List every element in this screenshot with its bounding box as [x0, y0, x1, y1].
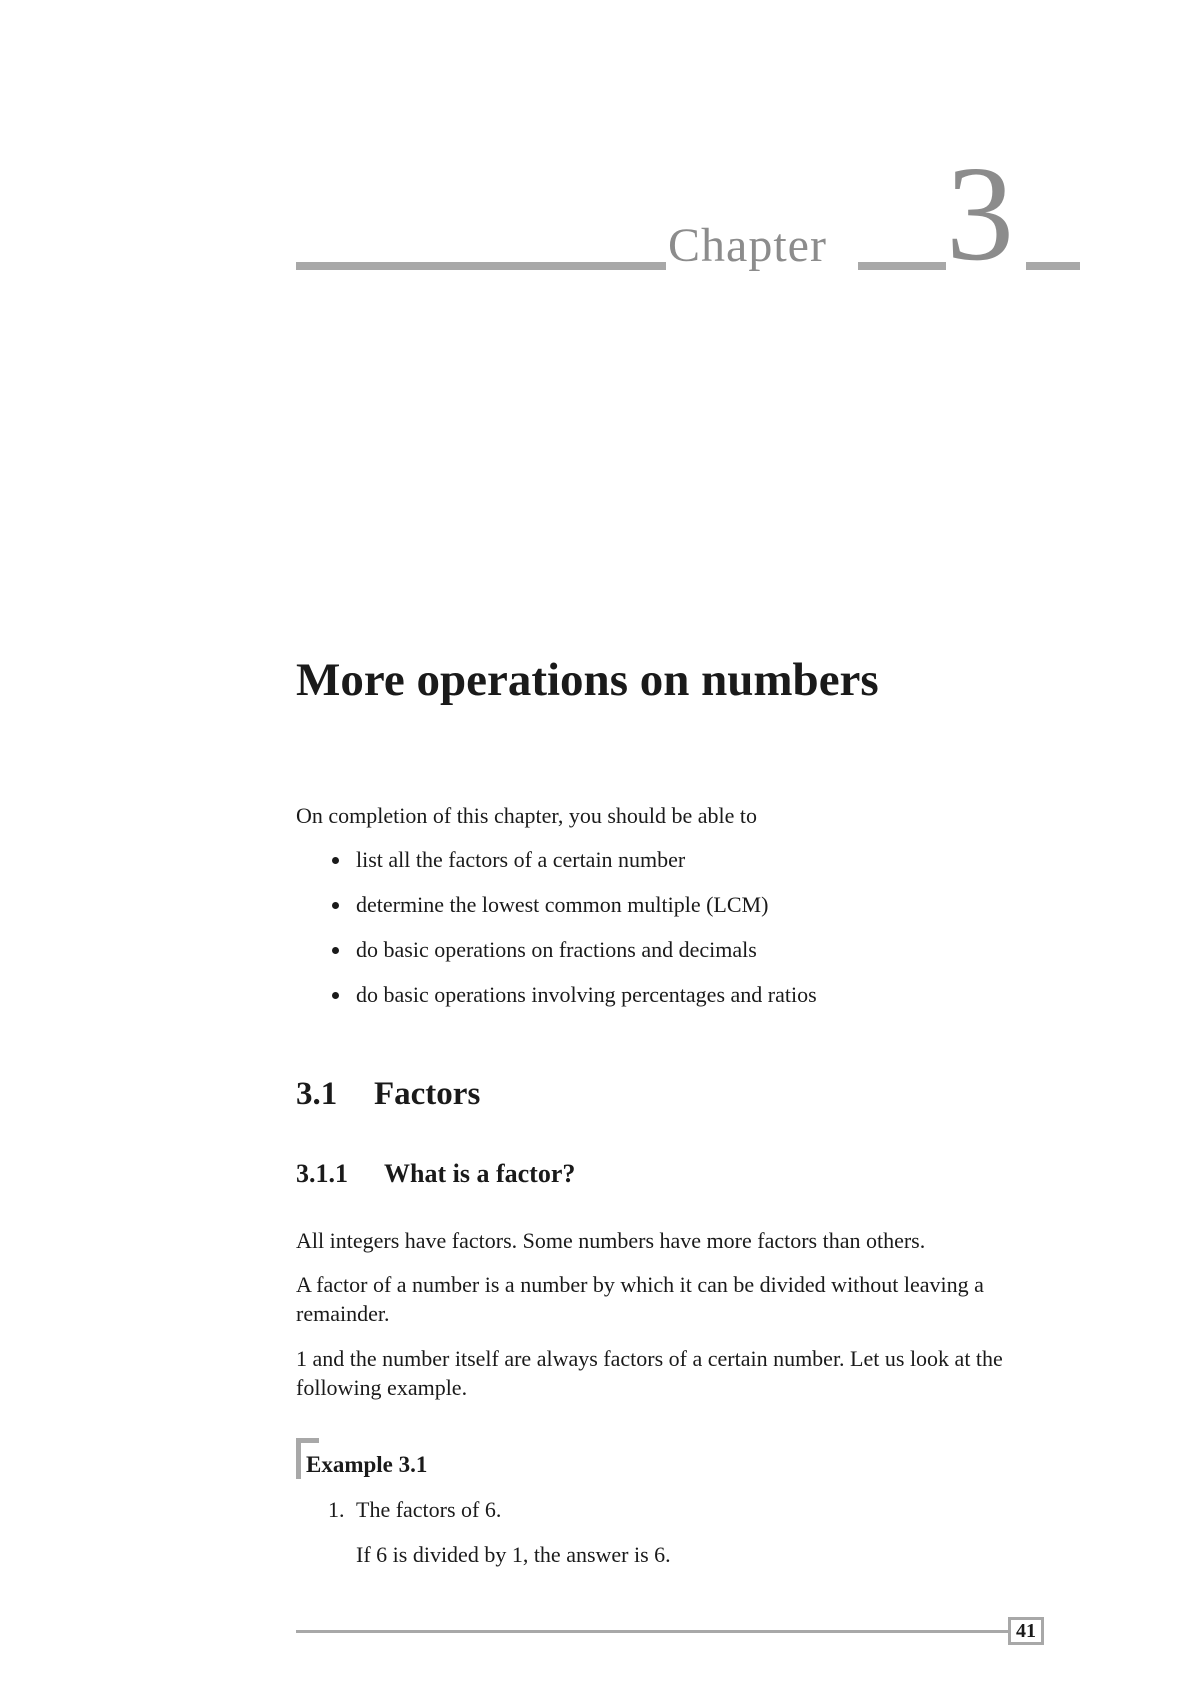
- list-item: do basic operations on fractions and decimals: [332, 936, 817, 981]
- chapter-label: Chapter: [668, 219, 827, 272]
- example-title: Example 3.1: [306, 1452, 428, 1477]
- subsection-heading: [296, 1158, 575, 1190]
- example-item: [328, 1496, 501, 1524]
- example-item-number: 1.: [328, 1497, 345, 1522]
- chapter-rule-right: [1026, 262, 1080, 270]
- chapter-title: More operations on numbers: [296, 654, 879, 706]
- section-title: Factors: [374, 1076, 481, 1112]
- subsection-title: What is a factor?: [384, 1159, 576, 1188]
- subsection-number: 3.1.1: [296, 1159, 348, 1188]
- footer-rule: [296, 1630, 1008, 1633]
- paragraph: 1 and the number itself are always factors of a certain number. Let us look at the following example.: [296, 1346, 1003, 1400]
- paragraph: A factor of a number is a number by which it can be divided without leaving a remainder.: [296, 1272, 984, 1326]
- chapter-header: [296, 139, 1080, 289]
- page-number: 41: [1008, 1617, 1044, 1645]
- list-item: list all the factors of a certain number: [332, 846, 817, 891]
- objectives-list: [332, 846, 817, 1026]
- section-number: 3.1: [296, 1076, 338, 1112]
- example-item-text: The factors of 6.: [356, 1497, 502, 1522]
- section-heading: [296, 1074, 480, 1114]
- chapter-number: 3: [946, 139, 1014, 289]
- example-line: If 6 is divided by 1, the answer is 6.: [356, 1542, 671, 1567]
- paragraph: All integers have factors. Some numbers have more factors than others.: [296, 1228, 926, 1253]
- chapter-rule-middle: [858, 262, 946, 270]
- intro-text: On completion of this chapter, you should be able to: [296, 803, 758, 828]
- list-item: do basic operations involving percentages and ratios: [332, 981, 817, 1026]
- chapter-rule-left: [296, 262, 666, 270]
- list-item: determine the lowest common multiple (LCM): [332, 891, 817, 936]
